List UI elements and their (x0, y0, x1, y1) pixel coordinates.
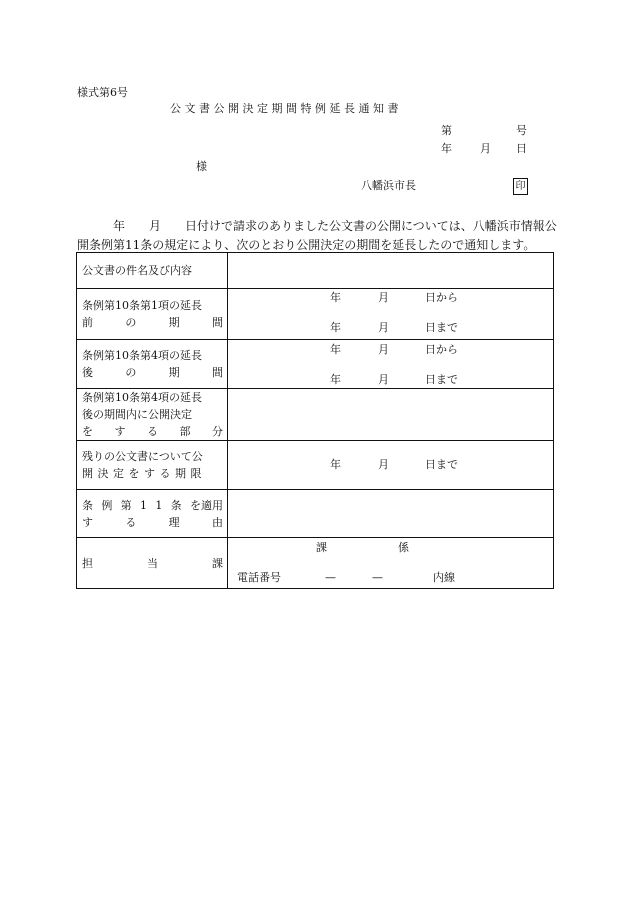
row3-label-cell (77, 340, 228, 389)
row1-value-cell (228, 253, 554, 289)
table-row (77, 289, 554, 340)
row7-dash-2: — (372, 571, 383, 584)
row4-value-cell (228, 389, 554, 441)
number-go: 号 (516, 124, 527, 137)
issuer-name: 八幡浜市長 (361, 179, 416, 192)
row2-from-hi: 日から (425, 291, 458, 304)
row5-value-cell (228, 441, 554, 490)
row5-label-cell (77, 441, 228, 490)
addressee-sama: 様 (196, 160, 207, 173)
row2-label-line1: 条例第10条第1項の延長 (82, 299, 202, 312)
date-year: 年 (441, 142, 452, 155)
row6-label-line1: 条 例 第 1 1 条 を適用 (82, 498, 223, 512)
date-month: 月 (480, 142, 491, 155)
row7-ka: 課 (316, 541, 327, 554)
row7-phone-label: 電話番号 (237, 571, 281, 584)
row7-naisen: 内線 (433, 571, 455, 584)
date-day: 日 (516, 142, 527, 155)
table-row (77, 441, 554, 490)
form-number: 様式第6号 (77, 86, 128, 99)
row1-label-cell (77, 253, 228, 289)
row2-from-tsuki: 月 (378, 291, 389, 304)
row4-label-line3: を す る 部 分 (82, 425, 223, 438)
row2-label-cell (77, 289, 228, 340)
number-dai: 第 (441, 124, 452, 137)
row2-to-hi: 日まで (425, 321, 458, 334)
document-title: 公 文 書 公 開 決 定 期 間 特 例 延 長 通 知 書 (170, 102, 399, 115)
row5-label-line2: 開決定をする期限 (82, 467, 206, 480)
row5-nen: 年 (330, 458, 341, 471)
row4-label-line1: 条例第10条第4項の延長 (82, 391, 202, 404)
table-row (77, 253, 554, 289)
row3-from-hi: 日から (425, 343, 458, 356)
row6-label-line2: す る 理 由 (82, 515, 223, 529)
row7-label-cell (77, 538, 228, 589)
row5-tsuki: 月 (378, 458, 389, 471)
table-row (77, 538, 554, 589)
row6-value-cell (228, 490, 554, 538)
row4-label-cell (77, 389, 228, 441)
row2-label-line2: 前 の 期 間 (82, 316, 223, 329)
notice-table (76, 252, 554, 589)
body-line-1: 年 月 日付けで請求のありました公文書の公開については、八幡浜市情報公 (113, 219, 557, 233)
row3-value-cell (228, 340, 554, 389)
table-row (77, 340, 554, 389)
row7-label: 担 当 課 (82, 556, 223, 570)
row2-from-nen: 年 (330, 291, 341, 304)
row7-value-cell (228, 538, 554, 589)
row3-from-tsuki: 月 (378, 343, 389, 356)
row3-to-hi: 日まで (425, 373, 458, 386)
row3-from-nen: 年 (330, 343, 341, 356)
row5-label-line1: 残りの公文書について公 (82, 450, 203, 463)
row4-label-line2: 後の期間内に公開決定 (82, 408, 192, 421)
body-paragraph (77, 217, 557, 255)
row2-value-cell (228, 289, 554, 340)
table-row (77, 389, 554, 441)
body-line-2: 開条例第11条の規定により、次のとおり公開決定の期間を延長したので通知します。 (77, 238, 536, 252)
row5-hi: 日まで (425, 458, 458, 471)
row1-label: 公文書の件名及び内容 (82, 264, 192, 277)
seal-stamp: 印 (513, 178, 528, 195)
row3-to-nen: 年 (330, 373, 341, 386)
row7-kakari: 係 (398, 541, 409, 554)
row6-label-cell (77, 490, 228, 538)
row7-dash-1: — (325, 571, 336, 584)
row3-to-tsuki: 月 (378, 373, 389, 386)
row2-to-tsuki: 月 (378, 321, 389, 334)
row3-label-line1: 条例第10条第4項の延長 (82, 349, 202, 362)
row2-to-nen: 年 (330, 321, 341, 334)
table-row (77, 490, 554, 538)
row3-label-line2: 後 の 期 間 (82, 366, 223, 379)
